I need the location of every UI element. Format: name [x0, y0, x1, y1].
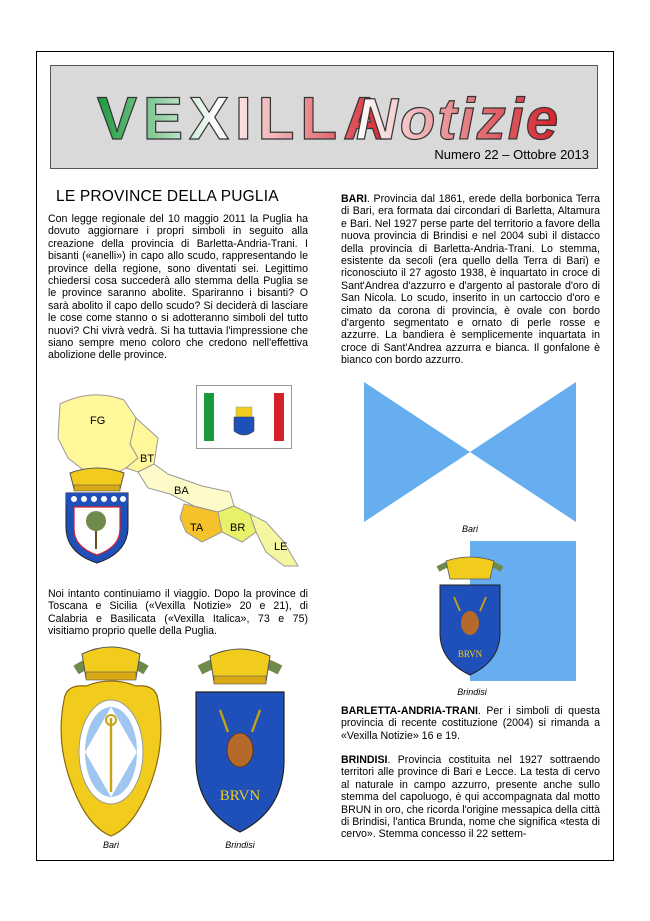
caption-brindisi-coa: Brindisi: [225, 840, 255, 850]
issue-number: Numero 22 – Ottobre 2013: [434, 147, 589, 162]
brindisi-coat-of-arms: [190, 640, 290, 840]
flag-shield-motto: BRVN: [457, 649, 483, 659]
bari-section-title: BARI: [341, 193, 367, 205]
journey-text: Noi intanto continuiamo il viaggio. Dopo la province di Toscana e Sicilia («Vexilla Notizie» 20 e 21), di Calabria e Basilicata («Vexilla Italica», 73 e 75) visitiamo proprio quelle della Puglia.: [48, 588, 308, 638]
bari-section-text: . Provincia dal 1861, erede della borbonica Terra di Bari, era formata dai circondari di Barletta, Altamura e Bari. Nel 1927 perse parte del territorio a favore della nuova provincia di Brindisi e nel 2004 subì il distacco della provincia di Barletta-Andria-Trani. Lo stemma, esistente da secoli (era quello della Terra di Bari) e riconosciuto il 27 agosto 1938, è inquartato in croce di Sant'Andrea d'azzurro e d'argento al pastorale d'oro di San Nicola. Lo scudo, inserito in un cartoccio d'oro e cimato da corona di provincia, è ovale con bordo d'argento segmentato e ornato di perle rosse e azzurre. La bandiera è semplicemente inquartata in croce di Sant'Andrea azzurra e bianca. Il gonfalone è bianco con bordo azzurro.: [341, 193, 600, 367]
brindisi-flag: [364, 541, 576, 681]
brindisi-section-title: BRINDISI: [341, 754, 388, 766]
shield-motto: BRVN: [219, 788, 261, 804]
map-label-ta: TA: [190, 522, 204, 534]
map-label-ba: BA: [174, 485, 189, 497]
caption-brindisi-flag: Brindisi: [457, 687, 487, 697]
puglia-coat-of-arms: [60, 465, 134, 565]
bari-section: [341, 193, 600, 367]
caption-bari-coa: Bari: [102, 840, 119, 850]
journey-paragraph: [48, 588, 308, 638]
bat-section-text: . Per i simboli di questa provincia di recente costituzione (2004) si rimanda a «Vexilla Notizie» 16 e 19.: [341, 705, 600, 742]
bat-section-title: BARLETTA-ANDRIA-TRANI: [341, 705, 478, 717]
bari-flag: [364, 382, 576, 522]
bari-coat-of-arms: [56, 640, 166, 840]
caption-bari-flag: Bari: [461, 524, 478, 534]
title-notizie: Notizie: [356, 87, 561, 152]
bat-section: [341, 705, 600, 742]
map-label-fg: FG: [90, 415, 106, 427]
brindisi-section: [341, 754, 600, 841]
map-label-le: LE: [274, 541, 288, 553]
masthead: [50, 65, 598, 169]
puglia-flag: [196, 385, 292, 449]
map-label-br: BR: [230, 522, 246, 534]
brindisi-section-text: . Provincia costituita nel 1927 sottraendo territori alle province di Bari e Lecce. La testa di cervo al naturale in campo azzurro, presente anche sullo stemma del capoluogo, è qui accompagnata dal motto BRUN in oro, che ricorda l'origine messapica della città di Brindisi, l'antica Brunda, nome che significa «testa di cervo». Stemma concesso il 22 settem-: [341, 754, 600, 841]
map-label-bt: BT: [140, 453, 155, 465]
article-heading: LE PROVINCE DELLA PUGLIA: [56, 188, 279, 205]
intro-paragraph: [48, 213, 308, 362]
intro-text: Con legge regionale del 10 maggio 2011 la Puglia ha dovuto aggiornare i propri simboli in seguito alla creazione della provincia di Barletta-Andria-Trani. I bisanti («anelli») in capo allo scudo, rappresentando le province della regione, sono diventati sei. Legittimo chiedersi cosa succederà allo stemma della Puglia se le province saranno abolite. Spariranno i bisanti? O sarà abolito il capo dello scudo? Si deciderà di lasciare le cose come stanno o si adotteranno simboli del tutto nuovi? Chi vivrà vedrà. Si ha tuttavia l'impressione che siano sempre meno coloro che credono nell'effettiva abolizione delle province.: [48, 213, 308, 362]
title-vexilla: VEXILLA: [97, 85, 393, 152]
